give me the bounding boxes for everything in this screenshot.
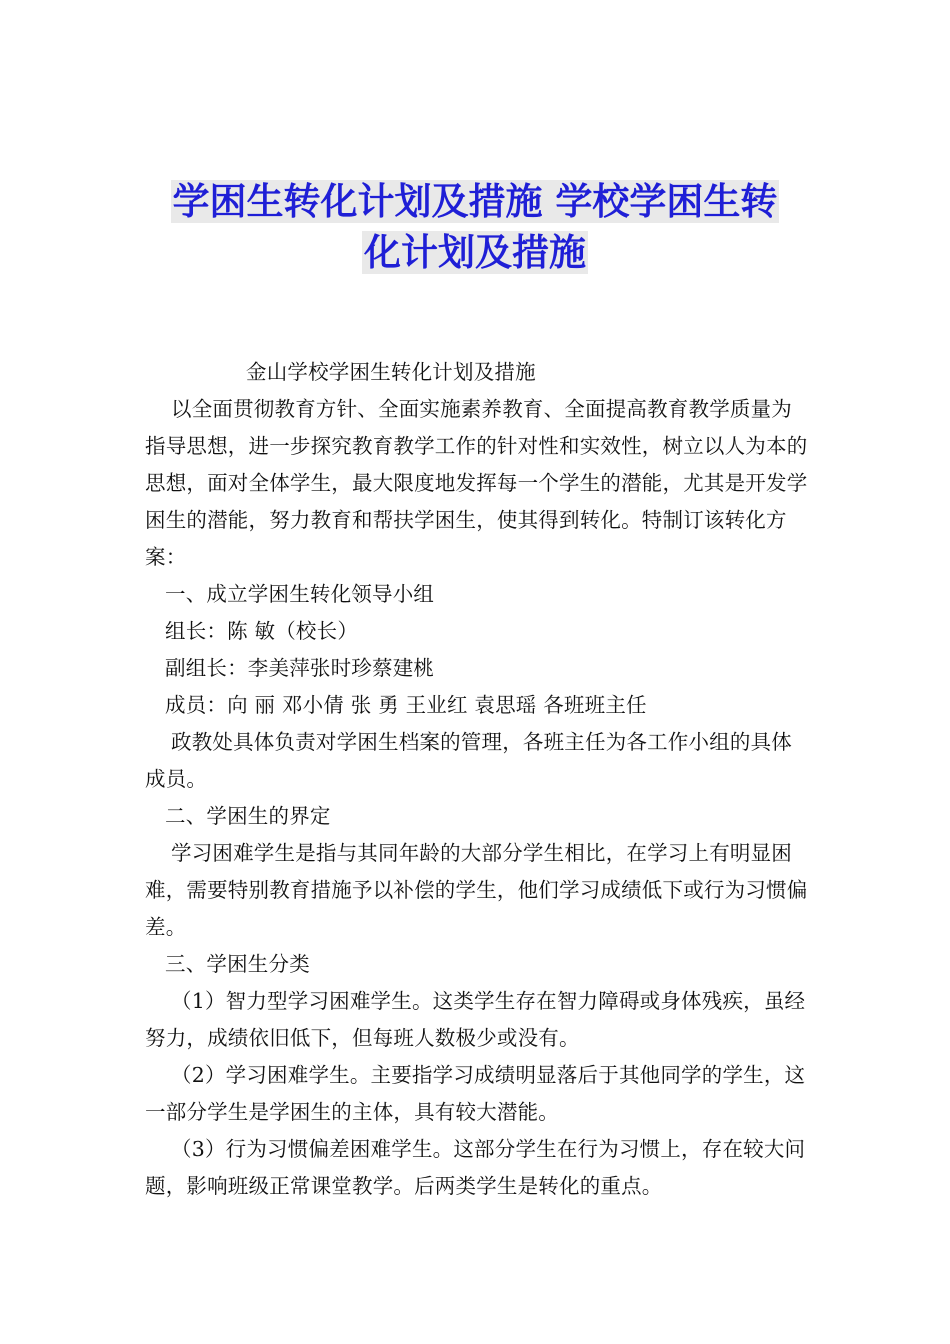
paragraph-intro: 以全面贯彻教育方针、全面实施素养教育、全面提高教育教学质量为指导思想，进一步探究教育教学工作的针对性和实效性，树立以人为本的思想，面对全体学生，最大限度地发挥每一个学生的潜能，尤其是开发学困生的潜能，努力教育和帮扶学困生，使其得到转化。特制订该转化方案：: [145, 397, 808, 569]
paragraph-definition: 学习困难学生是指与其同年龄的大部分学生相比，在学习上有明显困难，需要特别教育措施予以补偿的学生，他们学习成绩低下或行为习惯偏差。: [145, 841, 808, 939]
paragraph-responsibility: 政教处具体负责对学困生档案的管理，各班主任为各工作小组的具体成员。: [145, 730, 792, 791]
paragraph-class-1: （1）智力型学习困难学生。这类学生存在智力障碍或身体残疾，虽经努力，成绩依旧低下，但每班人数极少或没有。: [145, 989, 806, 1050]
document-title: [100, 176, 850, 278]
document-body: [145, 354, 811, 1205]
heading-definition: 二、学困生的界定: [165, 804, 331, 828]
paragraph-members: 成员：向 丽 邓小倩 张 勇 王业红 袁思瑶 各班班主任: [165, 693, 647, 717]
title-line-1: 学困生转化计划及措施 学校学困生转: [172, 180, 778, 223]
paragraph-deputy-leaders: 副组长：李美萍张时珍蔡建桃: [165, 656, 435, 680]
title-line-2: 化计划及措施: [364, 231, 586, 274]
heading-leadership-group: 一、成立学困生转化领导小组: [165, 582, 435, 606]
paragraph-class-2: （2）学习困难学生。主要指学习成绩明显落后于其他同学的学生，这一部分学生是学困生的主体，具有较大潜能。: [145, 1063, 806, 1124]
paragraph-class-3: （3）行为习惯偏差困难学生。这部分学生在行为习惯上，存在较大问题，影响班级正常课堂教学。后两类学生是转化的重点。: [145, 1137, 806, 1198]
document-subtitle: 金山学校学困生转化计划及措施: [246, 360, 536, 384]
paragraph-group-leader: 组长：陈 敏（校长）: [165, 619, 359, 643]
heading-classification: 三、学困生分类: [165, 952, 310, 976]
